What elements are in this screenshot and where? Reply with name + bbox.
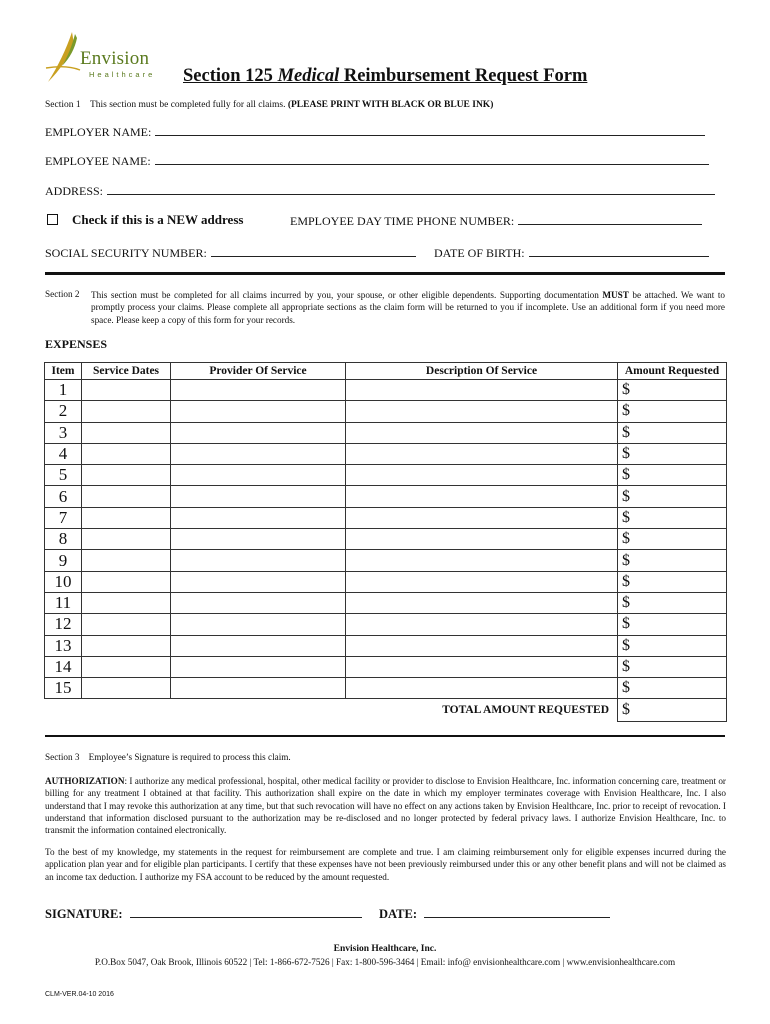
item-number: 6: [45, 486, 82, 507]
total-label: TOTAL AMOUNT REQUESTED: [45, 699, 618, 722]
service-dates-cell[interactable]: [82, 507, 171, 528]
provider-cell[interactable]: [171, 614, 346, 635]
signature-label: SIGNATURE: [45, 907, 119, 921]
item-number: 4: [45, 443, 82, 464]
version-code: CLM-VER.04-10 2016: [45, 991, 114, 998]
col-amount: Amount Requested: [618, 363, 727, 380]
amount-cell[interactable]: $: [618, 507, 727, 528]
amount-cell[interactable]: $: [618, 422, 727, 443]
provider-cell[interactable]: [171, 635, 346, 656]
amount-cell[interactable]: $: [618, 656, 727, 677]
expenses-heading: EXPENSES: [45, 337, 108, 351]
service-dates-cell[interactable]: [82, 592, 171, 613]
table-row: [45, 635, 727, 656]
total-amount-cell[interactable]: [618, 699, 727, 722]
new-address-check[interactable]: [47, 212, 243, 228]
signature-field[interactable]: SIGNATURE:: [45, 907, 362, 922]
day-phone-label: EMPLOYEE DAY TIME PHONE NUMBER:: [290, 214, 515, 228]
amount-cell[interactable]: $: [618, 465, 727, 486]
ssn-line[interactable]: [211, 245, 416, 257]
expenses-table: [44, 362, 727, 722]
provider-cell[interactable]: [171, 465, 346, 486]
item-number: 12: [45, 614, 82, 635]
description-cell[interactable]: [346, 507, 618, 528]
description-cell[interactable]: [346, 656, 618, 677]
total-currency: $: [622, 701, 630, 719]
item-number: 7: [45, 507, 82, 528]
section1-text: This section must be completed fully for all claims.: [89, 100, 286, 110]
provider-cell[interactable]: [171, 529, 346, 550]
new-address-checkbox[interactable]: [47, 214, 58, 225]
provider-cell[interactable]: [171, 571, 346, 592]
logo-sub-text: Healthcare: [89, 70, 156, 79]
provider-cell[interactable]: [171, 550, 346, 571]
dob-line[interactable]: [529, 245, 709, 257]
col-item: Item: [45, 363, 82, 380]
address-field[interactable]: [45, 183, 715, 199]
table-row: [45, 614, 727, 635]
title-prefix: Section 125: [183, 66, 278, 86]
col-description: Description Of Service: [346, 363, 618, 380]
provider-cell[interactable]: [171, 443, 346, 464]
section3-label: Section 3: [45, 752, 80, 762]
description-cell[interactable]: [346, 635, 618, 656]
authorization-text: : I authorize any medical professional, hospital, other medical facility or provider to disclose to Envision Healthcare, Inc. information concerning care, treatment or billing for any treatment I obtained at that facility. This authorization shall expire on the date in which my employer terminates coverage with Envision Healthcare, Inc. I also understand that I may revoke this authorization at any time, but that such revocation will have no effect on any actions taken by Envision Healthcare, Inc. prior to receipt of revocation. I understand that information disclosed pursuant to the authorization may be re-disclosed and no longer protected by federal privacy laws. I authorize Envision Healthcare, Inc. to transmit the information contained electronically.: [45, 776, 726, 836]
certify-paragraph: To the best of my knowledge, my statements in the request for reimbursement are complete and true. I am claiming reimbursement only for eligible expenses incurred during the application plan year and for eligible plan participants. I certify that these expenses have not been previously reimbursed under this or any other benefit plans and will not be claimed as an income tax deduction. I authorize my FSA account to be reduced by the amount requested.: [45, 847, 726, 882]
section1-ink-instruction: (PLEASE PRINT WITH BLACK OR BLUE INK): [287, 100, 494, 110]
description-cell[interactable]: [346, 380, 618, 401]
employer-name-label: EMPLOYER NAME:: [45, 125, 152, 139]
item-number: 1: [45, 380, 82, 401]
company-logo: [44, 30, 154, 88]
employee-name-line[interactable]: [155, 153, 709, 165]
expenses-header-row: [45, 363, 727, 380]
date-label: DATE: [379, 907, 413, 921]
item-number: 13: [45, 635, 82, 656]
description-cell[interactable]: [346, 401, 618, 422]
logo-brand-text: Envision: [80, 48, 150, 69]
section3-note: [45, 752, 291, 762]
description-cell[interactable]: [346, 529, 618, 550]
new-address-label: Check if this is a NEW address: [72, 212, 244, 227]
day-phone-field[interactable]: [290, 213, 702, 229]
amount-cell[interactable]: $: [618, 401, 727, 422]
total-row: [45, 699, 727, 722]
description-cell[interactable]: [346, 465, 618, 486]
provider-cell[interactable]: [171, 678, 346, 699]
address-line[interactable]: [107, 183, 715, 195]
service-dates-cell[interactable]: [82, 571, 171, 592]
provider-cell[interactable]: [171, 592, 346, 613]
form-title: [183, 66, 587, 87]
item-number: 5: [45, 465, 82, 486]
description-cell[interactable]: [346, 571, 618, 592]
table-row: [45, 443, 727, 464]
description-cell[interactable]: [346, 422, 618, 443]
table-row: [45, 507, 727, 528]
table-row: [45, 571, 727, 592]
table-row: [45, 422, 727, 443]
section2-text: [91, 289, 725, 326]
employee-name-field[interactable]: [45, 153, 709, 169]
signature-line[interactable]: [130, 907, 362, 918]
authorization-paragraph: [45, 775, 726, 836]
service-dates-cell[interactable]: [82, 401, 171, 422]
amount-cell[interactable]: $: [618, 614, 727, 635]
date-field[interactable]: DATE:: [379, 907, 610, 922]
section-divider: [45, 272, 725, 275]
provider-cell[interactable]: [171, 401, 346, 422]
employer-name-line[interactable]: [155, 124, 705, 136]
service-dates-cell[interactable]: [82, 614, 171, 635]
table-row: [45, 465, 727, 486]
item-number: 15: [45, 678, 82, 699]
section1-label: Section 1: [45, 100, 81, 110]
address-label: ADDRESS:: [45, 184, 104, 198]
item-number: 11: [45, 592, 82, 613]
service-dates-cell[interactable]: [82, 529, 171, 550]
amount-cell[interactable]: $: [618, 443, 727, 464]
description-cell[interactable]: [346, 550, 618, 571]
service-dates-cell[interactable]: [82, 656, 171, 677]
title-suffix: Reimbursement Request Form: [339, 66, 588, 86]
service-dates-cell[interactable]: [82, 678, 171, 699]
item-number: 8: [45, 529, 82, 550]
ssn-label: SOCIAL SECURITY NUMBER:: [45, 246, 207, 260]
amount-cell[interactable]: $: [618, 571, 727, 592]
section2-must: MUST: [602, 290, 629, 300]
table-row: [45, 550, 727, 571]
section1-note: [45, 100, 493, 110]
col-provider: Provider Of Service: [171, 363, 346, 380]
item-number: 9: [45, 550, 82, 571]
description-cell[interactable]: [346, 678, 618, 699]
section3-text: Employee’s Signature is required to process this claim.: [88, 752, 291, 762]
service-dates-cell[interactable]: [82, 465, 171, 486]
service-dates-cell[interactable]: [82, 550, 171, 571]
footer-company: Envision Healthcare, Inc.: [333, 944, 437, 954]
amount-cell[interactable]: $: [618, 635, 727, 656]
item-number: 2: [45, 401, 82, 422]
provider-cell[interactable]: [171, 422, 346, 443]
provider-cell[interactable]: [171, 380, 346, 401]
table-row: [45, 592, 727, 613]
item-number: 10: [45, 571, 82, 592]
provider-cell[interactable]: [171, 656, 346, 677]
amount-cell[interactable]: $: [618, 486, 727, 507]
section2-label: Section 2: [45, 289, 80, 299]
table-row: [45, 401, 727, 422]
service-dates-cell[interactable]: [82, 422, 171, 443]
service-dates-cell[interactable]: [82, 443, 171, 464]
description-cell[interactable]: [346, 614, 618, 635]
col-service-dates: Service Dates: [82, 363, 171, 380]
provider-cell[interactable]: [171, 486, 346, 507]
provider-cell[interactable]: [171, 507, 346, 528]
table-row: [45, 529, 727, 550]
item-number: 3: [45, 422, 82, 443]
table-row: [45, 678, 727, 699]
amount-cell[interactable]: $: [618, 529, 727, 550]
dob-label: DATE OF BIRTH:: [434, 246, 525, 260]
dob-field[interactable]: [434, 245, 709, 261]
authorization-label: AUTHORIZATION: [45, 776, 125, 786]
day-phone-line[interactable]: [518, 213, 702, 225]
table-row: [45, 486, 727, 507]
table-row: [45, 656, 727, 677]
service-dates-cell[interactable]: [82, 635, 171, 656]
description-cell[interactable]: [346, 592, 618, 613]
item-number: 14: [45, 656, 82, 677]
date-line[interactable]: [424, 907, 610, 918]
section2-text-a: This section must be completed for all claims incurred by you, your spouse, or other eligible dependents. Supporting documentation: [91, 290, 603, 300]
employee-name-label: EMPLOYEE NAME:: [45, 154, 151, 168]
amount-cell[interactable]: $: [618, 678, 727, 699]
service-dates-cell[interactable]: [82, 486, 171, 507]
amount-cell[interactable]: $: [618, 550, 727, 571]
employer-name-field[interactable]: [45, 124, 705, 140]
amount-cell[interactable]: $: [618, 592, 727, 613]
ssn-field[interactable]: [45, 245, 416, 261]
section2-text-b: be attached. We want to promptly process your claims. Please complete all appropriate sections as the claim form will be returned to you if incomplete. Use an additional form if you need more space. Please keep a copy of this form for your records.: [91, 290, 725, 325]
table-row: [45, 380, 727, 401]
description-cell[interactable]: [346, 443, 618, 464]
title-italic: Medical: [277, 66, 340, 86]
description-cell[interactable]: [346, 486, 618, 507]
amount-cell[interactable]: $: [618, 380, 727, 401]
footer-contact: P.O.Box 5047, Oak Brook, Illinois 60522 | Tel: 1-866-672-7526 | Fax: 1-800-596-3464 | Email: info@ envisionhealthcare.com | www.envisionhealthcare.com: [94, 957, 676, 967]
service-dates-cell[interactable]: [82, 380, 171, 401]
section-divider-2: [45, 735, 725, 737]
